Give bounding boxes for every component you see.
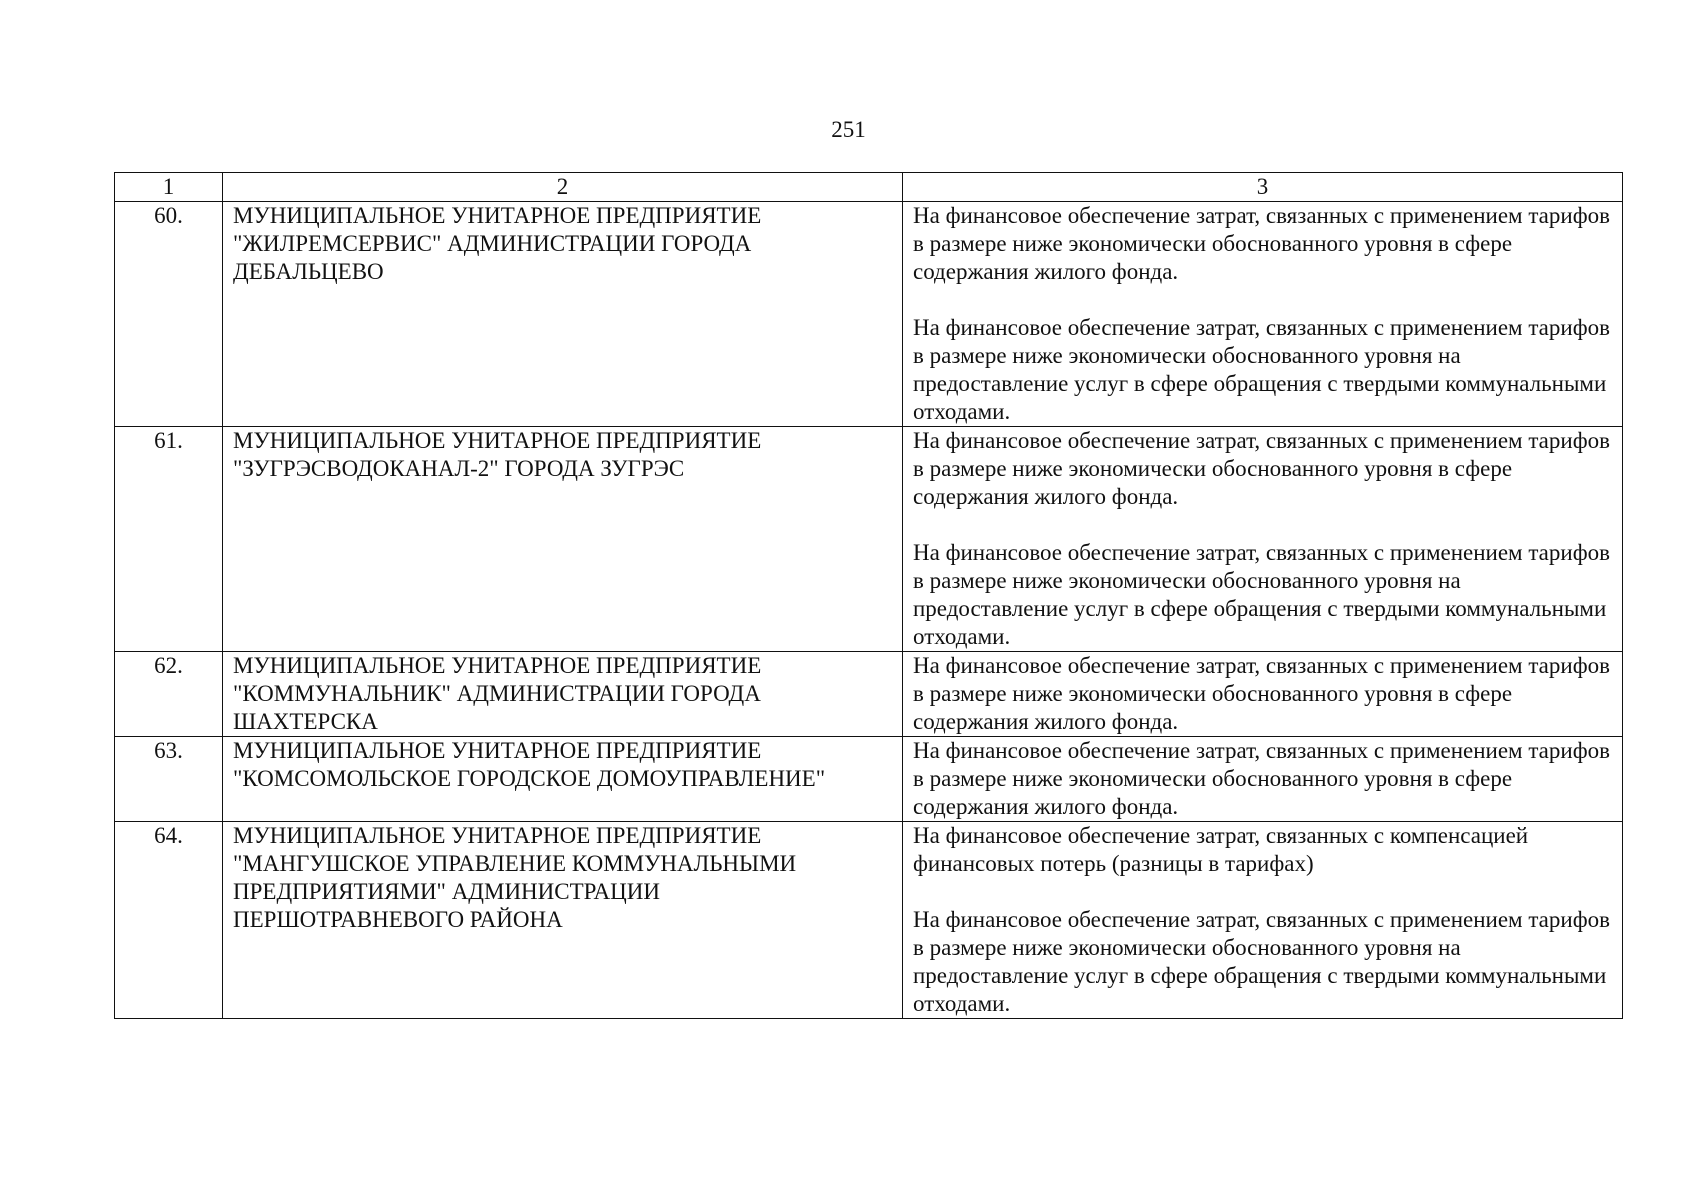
subsidy-purpose [903, 427, 1623, 652]
column-header-3: 3 [903, 173, 1623, 202]
table-row [115, 737, 1623, 822]
organization-name: МУНИЦИПАЛЬНОЕ УНИТАРНОЕ ПРЕДПРИЯТИЕ "КОМСОМОЛЬСКОЕ ГОРОДСКОЕ ДОМОУПРАВЛЕНИЕ" [223, 737, 903, 822]
table-row [115, 202, 1623, 427]
row-number: 62. [115, 652, 223, 737]
column-header-2: 2 [223, 173, 903, 202]
subsidy-purpose [903, 202, 1623, 427]
page-number: 251 [831, 117, 866, 142]
subsidy-purpose [903, 737, 1623, 822]
organization-name: МУНИЦИПАЛЬНОЕ УНИТАРНОЕ ПРЕДПРИЯТИЕ "ЗУГРЭСВОДОКАНАЛ-2" ГОРОДА ЗУГРЭС [223, 427, 903, 652]
column-header-1: 1 [115, 173, 223, 202]
table-row [115, 427, 1623, 652]
organization-name: МУНИЦИПАЛЬНОЕ УНИТАРНОЕ ПРЕДПРИЯТИЕ "МАНГУШСКОЕ УПРАВЛЕНИЕ КОММУНАЛЬНЫМИ ПРЕДПРИЯТИЯМИ" АДМИНИСТРАЦИИ ПЕРШОТРАВНЕВОГО РАЙОНА [223, 822, 903, 1019]
organization-name: МУНИЦИПАЛЬНОЕ УНИТАРНОЕ ПРЕДПРИЯТИЕ "КОММУНАЛЬНИК" АДМИНИСТРАЦИИ ГОРОДА ШАХТЕРСКА [223, 652, 903, 737]
subsidy-purpose [903, 822, 1623, 1019]
purpose-paragraph: На финансовое обеспечение затрат, связанных с применением тарифов в размере ниже экономически обоснованного уровня на предоставление услуг в сфере обращения с твердыми коммунальными отходами. [913, 540, 1610, 649]
column-number-header-row [115, 173, 1623, 202]
subsidy-recipients-table [114, 172, 1623, 1019]
purpose-paragraph: На финансовое обеспечение затрат, связанных с применением тарифов в размере ниже экономически обоснованного уровня в сфере содержания жилого фонда. [913, 738, 1610, 819]
purpose-paragraph: На финансовое обеспечение затрат, связанных с компенсацией финансовых потерь (разницы в тарифах) [913, 823, 1529, 876]
purpose-paragraph: На финансовое обеспечение затрат, связанных с применением тарифов в размере ниже экономически обоснованного уровня на предоставление услуг в сфере обращения с твердыми коммунальными отходами. [913, 907, 1610, 1016]
row-number: 60. [115, 202, 223, 427]
table-row [115, 822, 1623, 1019]
row-number: 63. [115, 737, 223, 822]
purpose-paragraph: На финансовое обеспечение затрат, связанных с применением тарифов в размере ниже экономически обоснованного уровня в сфере содержания жилого фонда. [913, 428, 1610, 509]
purpose-paragraph: На финансовое обеспечение затрат, связанных с применением тарифов в размере ниже экономически обоснованного уровня в сфере содержания жилого фонда. [913, 653, 1610, 734]
row-number: 64. [115, 822, 223, 1019]
purpose-paragraph: На финансовое обеспечение затрат, связанных с применением тарифов в размере ниже экономически обоснованного уровня на предоставление услуг в сфере обращения с твердыми коммунальными отходами. [913, 315, 1610, 424]
subsidy-purpose [903, 652, 1623, 737]
row-number: 61. [115, 427, 223, 652]
organization-name: МУНИЦИПАЛЬНОЕ УНИТАРНОЕ ПРЕДПРИЯТИЕ "ЖИЛРЕМСЕРВИС" АДМИНИСТРАЦИИ ГОРОДА ДЕБАЛЬЦЕВО [223, 202, 903, 427]
table-row [115, 652, 1623, 737]
purpose-paragraph: На финансовое обеспечение затрат, связанных с применением тарифов в размере ниже экономически обоснованного уровня в сфере содержания жилого фонда. [913, 203, 1610, 284]
